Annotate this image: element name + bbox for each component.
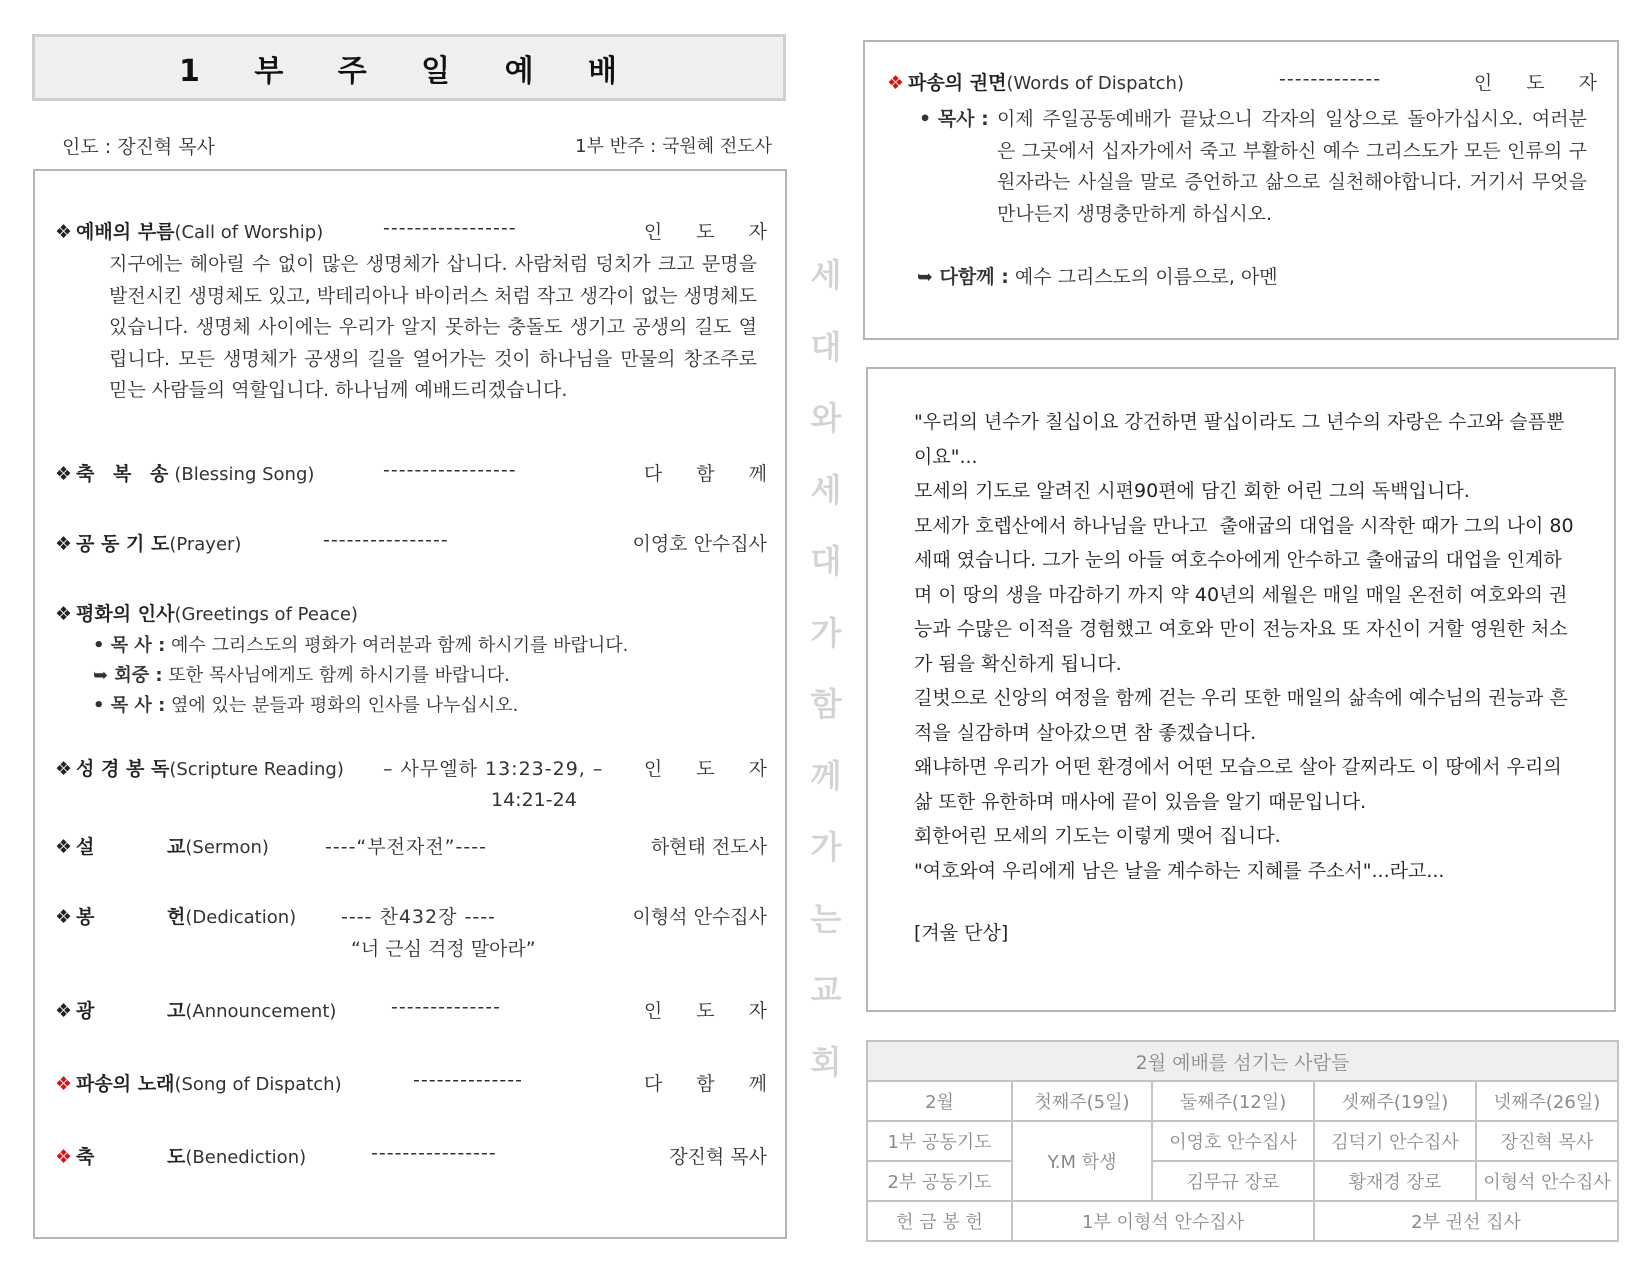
diamond-bullet-icon: ❖ — [55, 533, 73, 555]
diamond-bullet-icon: ❖ — [55, 1146, 73, 1168]
roster-row-label: 헌 금 봉 헌 — [867, 1201, 1012, 1241]
item-title: 파송의 노래 — [76, 1073, 175, 1095]
diamond-bullet-icon: ❖ — [55, 906, 73, 928]
diamond-bullet-icon: ❖ — [55, 1073, 73, 1095]
item-leader: 이형석 안수집사 — [632, 906, 767, 928]
roster-header: 넷째주(26일) — [1476, 1081, 1618, 1121]
speaker-label: • 목사 : — [919, 108, 989, 130]
motto-char: 대 — [810, 327, 842, 366]
item-title: 파송의 권면 — [908, 72, 1007, 94]
service-roster-table — [866, 1040, 1619, 1242]
order-item-dispatch-words — [887, 68, 1611, 100]
motto-char: 교 — [810, 971, 842, 1009]
roster-row-label: 2부 공동기도 — [867, 1161, 1012, 1201]
order-of-worship — [33, 169, 787, 1239]
item-leader: 장진혁 목사 — [669, 1146, 767, 1168]
order-item-peace — [55, 599, 767, 631]
roster-cell: 장진혁 목사 — [1476, 1121, 1618, 1161]
item-english: (Greetings of Peace) — [174, 604, 358, 625]
accompanist-label: 1부 반주 : 국원혜 전도사 — [575, 136, 772, 157]
item-dashes: ---------------- — [371, 1142, 497, 1164]
service-title: 1 부 주 일 예 배 — [32, 34, 786, 101]
item-title: 예배의 부름 — [76, 221, 175, 243]
roster-header: 둘째주(12일) — [1152, 1081, 1314, 1121]
table-row — [867, 1121, 1618, 1161]
reflection-signature: [겨울 단상] — [914, 922, 1009, 944]
scripture-reference-cont: 14:21-24 — [491, 789, 577, 811]
motto-char: 함 — [810, 685, 842, 723]
roster-header-row — [867, 1081, 1618, 1121]
reflection-paragraph: 길벗으로 신앙의 여정을 함께 걷는 우리 또한 매일의 삶속에 예수님의 권능과 흔적을 실감하며 살아갔으면 참 좋겠습니다. — [914, 687, 1568, 744]
diamond-bullet-icon: ❖ — [55, 758, 73, 780]
motto-char: 는 — [810, 899, 842, 938]
item-title: 공 동 기 도 — [76, 533, 170, 555]
item-title: 평화의 인사 — [76, 603, 175, 625]
motto-char: 회 — [810, 1042, 842, 1081]
responsive-line: • 목 사 : 예수 그리스도의 평화가 여러분과 함께 하시기를 바랍니다. — [93, 635, 629, 656]
hymn-number: ---- 찬432장 ---- — [341, 906, 496, 928]
pastor-text: 이제 주일공동예배가 끝났으니 각자의 일상으로 돌아가십시오. 여러분은 그곳에서 십자가에서 죽고 부활하신 예수 그리스도가 모든 인류의 구원자라는 사실을 말로 증언하고 삶으로 실천해야합니다. 거기서 무엇을 만나든지 생명충만하게 하십시오. — [997, 108, 1587, 225]
order-item-sermon — [55, 832, 767, 864]
order-item-dispatch-song — [55, 1069, 781, 1101]
dispatch-pastor-line — [919, 104, 1599, 230]
motto-char: 세 — [810, 470, 842, 509]
item-dashes: ----------------- — [383, 459, 517, 481]
roster-header: 2월 — [867, 1081, 1012, 1121]
motto-char: 가 — [810, 613, 842, 652]
reflection-paragraph: "우리의 년수가 칠십이요 강건하면 팔십이라도 그 년수의 자랑은 수고와 슬픔뿐이요"... — [914, 411, 1565, 468]
item-leader: 인 도 자 — [643, 1000, 781, 1022]
reflection-box — [866, 367, 1616, 1012]
table-row — [867, 1201, 1618, 1241]
item-english: (Words of Dispatch) — [1006, 73, 1184, 94]
speaker-label: ➥ 다함께 : — [917, 266, 1009, 288]
hymn-title: “너 근심 걱정 말아라” — [351, 938, 536, 960]
item-english: (Blessing Song) — [174, 464, 315, 485]
order-item-dedication — [55, 902, 767, 934]
roster-cell: Y.M 학생 — [1012, 1121, 1152, 1201]
order-item-announcement — [55, 996, 781, 1028]
dispatch-response-line — [917, 262, 1278, 289]
motto-char: 와 — [810, 399, 842, 437]
roster-cell: 1부 이형석 안수집사 — [1012, 1201, 1314, 1241]
item-title: 봉 헌 — [76, 906, 186, 928]
reflection-paragraph: 모세의 기도로 알려진 시편90편에 담긴 회한 어린 그의 독백입니다. — [914, 480, 1470, 502]
item-english: (Prayer) — [169, 534, 242, 555]
roster-caption: 2월 예배를 섬기는 사람들 — [867, 1041, 1618, 1081]
diamond-bullet-icon: ❖ — [55, 836, 73, 858]
roster-cell: 김덕기 안수집사 — [1314, 1121, 1476, 1161]
motto-char: 께 — [810, 756, 842, 795]
dispatch-box — [863, 40, 1619, 340]
item-dashes: -------------- — [413, 1069, 523, 1091]
item-leader: 다 함 께 — [643, 1073, 781, 1095]
call-text: 지구에는 헤아릴 수 없이 많은 생명체가 삽니다. 사람처럼 덩치가 크고 문명을 발전시킨 생명체도 있고, 박테리아나 바이러스 처럼 작고 생각이 없는 생명체도 있습니다. 생명체 사이에는 우리가 알지 못하는 충돌도 생기고 공생의 길도 열립니다. 모든 생명체가 공생의 길을 열어가는 것이 하나님을 만물의 창조주로 믿는 사람들의 역할입니다. 하나님께 예배드리겠습니다. — [109, 253, 757, 401]
item-english: (Sermon) — [185, 837, 269, 858]
diamond-bullet-icon: ❖ — [55, 463, 73, 485]
item-english: (Announcement) — [185, 1001, 337, 1022]
item-leader: 인 도 자 — [643, 221, 781, 243]
item-english: (Scripture Reading) — [169, 759, 344, 780]
item-dashes: ----------------- — [383, 217, 517, 239]
order-item-scripture — [55, 754, 781, 786]
roster-row-label: 1부 공동기도 — [867, 1121, 1012, 1161]
item-leader: 이영호 안수집사 — [632, 533, 767, 555]
sermon-title: ----“부전자전”---- — [325, 836, 487, 858]
roster-header: 셋째주(19일) — [1314, 1081, 1476, 1121]
diamond-bullet-icon: ❖ — [55, 221, 73, 243]
order-item-benediction — [55, 1142, 767, 1174]
motto-char: 세 — [810, 256, 842, 294]
response-text: 예수 그리스도의 이름으로, 아멘 — [1014, 266, 1278, 288]
item-leader: 인 도 자 — [643, 758, 781, 780]
item-dashes: -------------- — [391, 996, 501, 1018]
item-dashes: ---------------- — [323, 529, 449, 551]
item-leader: 하현태 전도사 — [650, 836, 767, 858]
roster-cell: 김무규 장로 — [1152, 1161, 1314, 1201]
order-item-prayer — [55, 529, 767, 561]
item-title: 축 도 — [76, 1146, 186, 1168]
order-item-blessing — [55, 459, 781, 491]
item-leader: 다 함 께 — [643, 463, 781, 485]
roster-cell: 이형석 안수집사 — [1476, 1161, 1618, 1201]
roster-cell: 황재경 장로 — [1314, 1161, 1476, 1201]
reflection-text — [914, 405, 1574, 951]
item-english: (Dedication) — [185, 907, 297, 928]
reflection-paragraph: 모세가 호렙산에서 하나님을 만나고 출애굽의 대업을 시작한 때가 그의 나이 80세때 였습니다. 그가 눈의 아들 여호수아에게 안수하고 출애굽의 대업을 인계하며 이 땅의 생을 마감하기 까지 약 40년의 세월은 매일 매일 온전히 여호와의 권능과 수많은 이적을 경험했고 여호와 만이 전능자요 또 자신이 거할 영원한 처소가 됨을 확신하게 됩니다. — [914, 514, 1574, 675]
table-row — [867, 1161, 1618, 1201]
roster-header: 첫째주(5일) — [1012, 1081, 1152, 1121]
reflection-paragraph: 회한어린 모세의 기도는 이렇게 맺어 집니다. — [914, 825, 1281, 847]
church-motto-vertical — [806, 240, 846, 1098]
order-item-call — [55, 217, 781, 249]
diamond-bullet-icon: ❖ — [55, 603, 73, 625]
reflection-paragraph — [914, 888, 1574, 916]
motto-char: 대 — [810, 542, 842, 580]
roster-cell: 2부 권선 집사 — [1314, 1201, 1618, 1241]
item-leader: 인 도 자 — [1473, 72, 1611, 94]
item-english: (Call of Worship) — [174, 222, 324, 243]
reflection-paragraph: 왜냐하면 우리가 어떤 환경에서 어떤 모습으로 살아 갈찌라도 이 땅에서 우리의 삶 또한 유한하며 매사에 끝이 있음을 알기 때문입니다. — [914, 756, 1568, 813]
item-english: (Song of Dispatch) — [174, 1074, 342, 1095]
responsive-line: • 목 사 : 옆에 있는 분들과 평화의 인사를 나누십시오. — [93, 695, 519, 716]
item-dashes: ------------- — [1279, 68, 1382, 90]
item-title: 축 복 송 — [76, 463, 175, 485]
diamond-bullet-icon: ❖ — [55, 1000, 73, 1022]
item-english: (Benediction) — [185, 1147, 307, 1168]
roster-cell: 이영호 안수집사 — [1152, 1121, 1314, 1161]
motto-char: 가 — [810, 828, 842, 866]
responsive-line: ➥ 회중 : 또한 목사님에게도 함께 하시기를 바랍니다. — [93, 665, 510, 686]
item-title: 광 고 — [76, 1000, 186, 1022]
item-title: 설 교 — [76, 836, 186, 858]
diamond-bullet-icon: ❖ — [887, 72, 905, 94]
leader-label: 인도 : 장진혁 목사 — [62, 136, 215, 158]
item-title: 성 경 봉 독 — [76, 758, 170, 780]
scripture-reference: – 사무엘하 13:23-29, – — [383, 758, 604, 780]
peace-responsive-lines — [93, 631, 628, 721]
reflection-paragraph: "여호와여 우리에게 남은 날을 계수하는 지혜를 주소서"...라고... — [914, 859, 1445, 882]
